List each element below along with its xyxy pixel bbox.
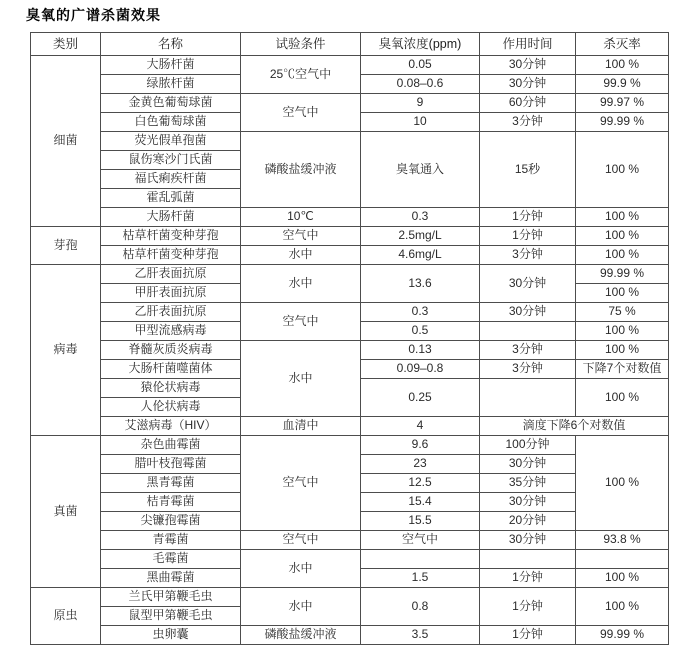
name-cell: 青霉菌 (101, 531, 241, 550)
col-header-category: 类别 (31, 33, 101, 56)
rate-cell: 100 % (576, 341, 669, 360)
name-cell: 枯草杆菌变种芽孢 (101, 227, 241, 246)
concentration-cell: 12.5 (361, 474, 480, 493)
category-cell: 细菌 (31, 56, 101, 227)
concentration-cell: 3.5 (361, 626, 480, 645)
name-cell: 脊髓灰质炎病毒 (101, 341, 241, 360)
rate-cell: 100 % (576, 208, 669, 227)
category-cell: 原虫 (31, 588, 101, 645)
concentration-cell: 0.3 (361, 303, 480, 322)
time-cell: 3分钟 (480, 246, 576, 265)
rate-cell: 100 % (576, 588, 669, 626)
rate-cell: 100 % (576, 246, 669, 265)
concentration-cell: 0.08–0.6 (361, 75, 480, 94)
name-cell: 白色葡萄球菌 (101, 113, 241, 132)
condition-cell: 空气中 (241, 227, 361, 246)
condition-cell: 空气中 (241, 531, 361, 550)
name-cell: 福氏痢疾杆菌 (101, 170, 241, 189)
concentration-cell: 1.5 (361, 569, 480, 588)
condition-cell: 水中 (241, 246, 361, 265)
condition-cell: 水中 (241, 550, 361, 588)
category-cell: 芽孢 (31, 227, 101, 265)
time-cell: 60分钟 (480, 94, 576, 113)
concentration-cell: 13.6 (361, 265, 480, 303)
time-cell: 3分钟 (480, 360, 576, 379)
concentration-cell: 空气中 (361, 531, 480, 550)
rate-cell: 75 % (576, 303, 669, 322)
rate-cell (576, 550, 669, 569)
condition-cell: 空气中 (241, 303, 361, 341)
table-row (31, 94, 669, 113)
name-cell: 黑青霉菌 (101, 474, 241, 493)
name-cell: 毛霉菌 (101, 550, 241, 569)
concentration-cell: 0.25 (361, 379, 480, 417)
concentration-cell: 4 (361, 417, 480, 436)
name-cell: 黑曲霉菌 (101, 569, 241, 588)
name-cell: 人伦状病毒 (101, 398, 241, 417)
name-cell: 桔青霉菌 (101, 493, 241, 512)
concentration-cell: 0.5 (361, 322, 480, 341)
time-cell: 1分钟 (480, 208, 576, 227)
time-cell: 30分钟 (480, 75, 576, 94)
concentration-cell: 23 (361, 455, 480, 474)
col-header-name: 名称 (101, 33, 241, 56)
condition-cell: 10℃ (241, 208, 361, 227)
time-cell: 30分钟 (480, 531, 576, 550)
rate-cell: 100 % (576, 379, 669, 417)
time-cell: 20分钟 (480, 512, 576, 531)
name-cell: 荧光假单孢菌 (101, 132, 241, 151)
table-row (31, 227, 669, 246)
condition-cell: 空气中 (241, 94, 361, 132)
time-cell: 30分钟 (480, 56, 576, 75)
time-cell (480, 550, 576, 569)
name-cell: 兰氏甲第鞭毛虫 (101, 588, 241, 607)
name-cell: 猿伦状病毒 (101, 379, 241, 398)
condition-cell: 25℃空气中 (241, 56, 361, 94)
rate-cell: 100 % (576, 56, 669, 75)
header-row (31, 33, 669, 56)
table-row (31, 550, 669, 569)
concentration-cell: 臭氧通入 (361, 132, 480, 208)
name-cell: 鼠伤寒沙门氏菌 (101, 151, 241, 170)
name-cell: 绿脓杆菌 (101, 75, 241, 94)
name-cell: 甲肝表面抗原 (101, 284, 241, 303)
rate-cell: 100 % (576, 322, 669, 341)
time-cell: 30分钟 (480, 493, 576, 512)
rate-cell: 99.99 % (576, 626, 669, 645)
time-cell: 30分钟 (480, 265, 576, 303)
rate-cell: 99.97 % (576, 94, 669, 113)
name-cell: 乙肝表面抗原 (101, 303, 241, 322)
table-row (31, 588, 669, 607)
name-cell: 金黄色葡萄球菌 (101, 94, 241, 113)
time-cell (480, 379, 576, 417)
concentration-cell (361, 550, 480, 569)
rate-cell: 99.99 % (576, 265, 669, 284)
rate-cell: 100 % (576, 569, 669, 588)
rate-cell: 下降7个对数值 (576, 360, 669, 379)
concentration-cell: 0.13 (361, 341, 480, 360)
time-cell: 1分钟 (480, 588, 576, 626)
table-row (31, 246, 669, 265)
rate-cell: 100 % (576, 227, 669, 246)
table-row (31, 208, 669, 227)
ozone-table (30, 32, 669, 645)
name-cell: 腊叶枝孢霉菌 (101, 455, 241, 474)
col-header-concentration: 臭氧浓度(ppm) (361, 33, 480, 56)
time-cell: 1分钟 (480, 626, 576, 645)
condition-cell: 磷酸盐缓冲液 (241, 132, 361, 208)
col-header-condition: 试验条件 (241, 33, 361, 56)
rate-cell: 滴度下降6个对数值 (480, 417, 669, 436)
name-cell: 霍乱弧菌 (101, 189, 241, 208)
name-cell: 大肠杆菌噬菌体 (101, 360, 241, 379)
time-cell: 1分钟 (480, 227, 576, 246)
time-cell: 3分钟 (480, 113, 576, 132)
rate-cell: 99.9 % (576, 75, 669, 94)
rate-cell: 100 % (576, 436, 669, 531)
concentration-cell: 2.5mg/L (361, 227, 480, 246)
table-row (31, 265, 669, 284)
time-cell: 1分钟 (480, 569, 576, 588)
concentration-cell: 9.6 (361, 436, 480, 455)
name-cell: 乙肝表面抗原 (101, 265, 241, 284)
concentration-cell: 0.3 (361, 208, 480, 227)
name-cell: 枯草杆菌变种芽孢 (101, 246, 241, 265)
table-row (31, 531, 669, 550)
concentration-cell: 9 (361, 94, 480, 113)
table-row (31, 56, 669, 75)
name-cell: 尖镰孢霉菌 (101, 512, 241, 531)
table-row (31, 132, 669, 151)
time-cell (480, 322, 576, 341)
table-row (31, 436, 669, 455)
time-cell: 30分钟 (480, 455, 576, 474)
name-cell: 艾滋病毒（HIV） (101, 417, 241, 436)
page-title: 臭氧的广谱杀菌效果 (26, 7, 161, 23)
condition-cell: 水中 (241, 265, 361, 303)
condition-cell: 空气中 (241, 436, 361, 531)
name-cell: 鼠型甲第鞭毛虫 (101, 607, 241, 626)
condition-cell: 水中 (241, 588, 361, 626)
time-cell: 100分钟 (480, 436, 576, 455)
category-cell: 真菌 (31, 436, 101, 588)
name-cell: 甲型流感病毒 (101, 322, 241, 341)
table-row (31, 303, 669, 322)
name-cell: 杂色曲霉菌 (101, 436, 241, 455)
condition-cell: 血清中 (241, 417, 361, 436)
concentration-cell: 0.8 (361, 588, 480, 626)
time-cell: 30分钟 (480, 303, 576, 322)
concentration-cell: 15.4 (361, 493, 480, 512)
concentration-cell: 0.09–0.8 (361, 360, 480, 379)
rate-cell: 99.99 % (576, 113, 669, 132)
condition-cell: 磷酸盐缓冲液 (241, 626, 361, 645)
rate-cell: 100 % (576, 132, 669, 208)
name-cell: 虫卵囊 (101, 626, 241, 645)
table-body (31, 56, 669, 645)
rate-cell: 93.8 % (576, 531, 669, 550)
table-row (31, 417, 669, 436)
name-cell: 大肠杆菌 (101, 56, 241, 75)
table-row (31, 626, 669, 645)
rate-cell: 100 % (576, 284, 669, 303)
concentration-cell: 10 (361, 113, 480, 132)
col-header-kill-rate: 杀灭率 (576, 33, 669, 56)
time-cell: 15秒 (480, 132, 576, 208)
table-row (31, 341, 669, 360)
condition-cell: 水中 (241, 341, 361, 417)
name-cell: 大肠杆菌 (101, 208, 241, 227)
concentration-cell: 15.5 (361, 512, 480, 531)
concentration-cell: 4.6mg/L (361, 246, 480, 265)
col-header-time: 作用时间 (480, 33, 576, 56)
concentration-cell: 0.05 (361, 56, 480, 75)
category-cell: 病毒 (31, 265, 101, 436)
time-cell: 3分钟 (480, 341, 576, 360)
time-cell: 35分钟 (480, 474, 576, 493)
